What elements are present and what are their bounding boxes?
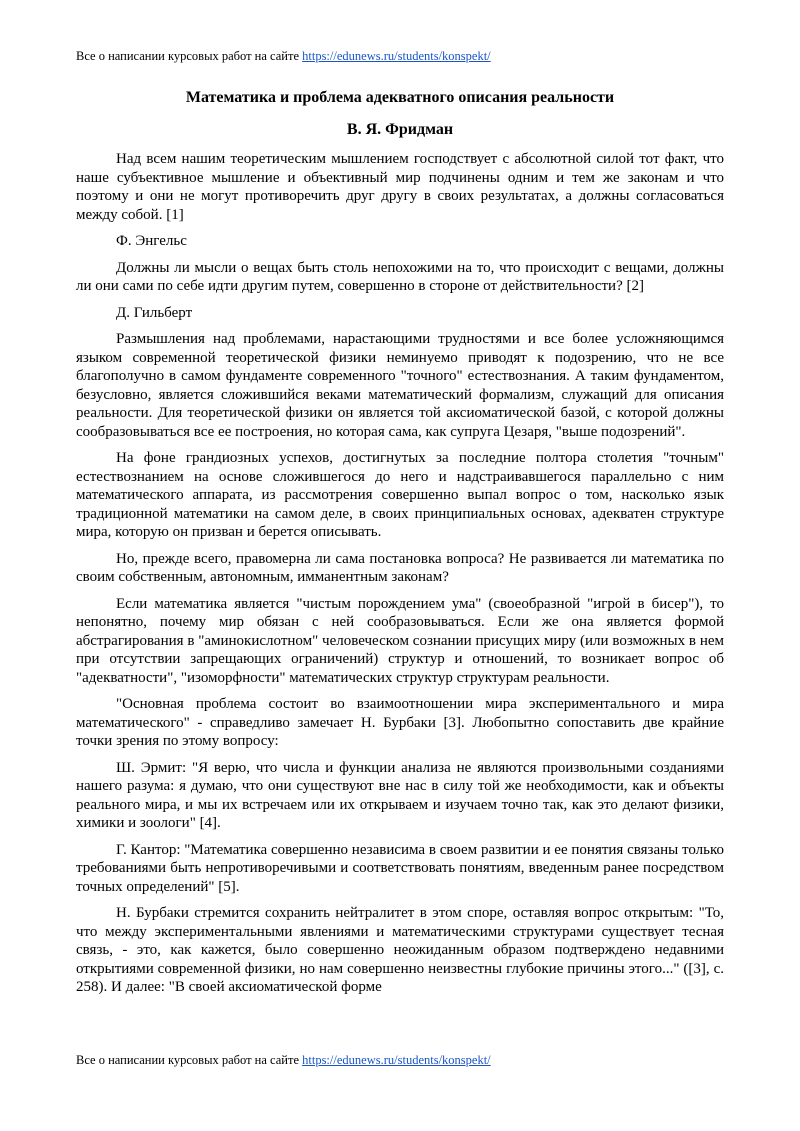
paragraph: "Основная проблема состоит во взаимоотношении мира экспериментального и мира математического" - справедливо замечает Н. Бурбаки [3]. Любопытно сопоставить две крайние точки зрения по этому вопросу: [76, 696, 724, 749]
header-text: Все о написании курсовых работ на сайте [76, 49, 303, 63]
header-link[interactable]: https://edunews.ru/students/konspekt/ [302, 49, 491, 63]
paragraph: Должны ли мысли о вещах быть столь непохожими на то, что происходит с вещами, должны ли они сами по себе идти другим путем, совершенно в стороне от действительности? [2] [76, 259, 724, 294]
quote-attribution: Д. Гильберт [116, 304, 193, 321]
footer-link[interactable]: https://edunews.ru/students/konspekt/ [302, 1053, 491, 1067]
document-title: Математика и проблема адекватного описания реальности [185, 89, 615, 106]
page-header [76, 48, 491, 64]
paragraph: Н. Бурбаки стремится сохранить нейтралитет в этом споре, оставляя вопрос открытым: "То, что между экспериментальными явлениями и математическими структурами существует тесная связь, - это, как кажется, было совершенно неожиданным образом подтверждено недавними открытиями современной физики, но нам совершенно неизвестны глубокие причины этого..." ([3], с. 258). И далее: "В своей аксиоматической форме [76, 905, 724, 995]
paragraph: На фоне грандиозных успехов, достигнутых за последние полтора столетия "точным" естествознанием на основе сложившегося до него и надстраивавшегося параллельно с ним математического аппарата, из рассмотрения совершенно выпал вопрос о том, насколько язык традиционной математики на самом деле, в своих принципиальных основах, адекватен структуре мира, которую он призван и берется описывать. [76, 450, 724, 540]
paragraph: Если математика является "чистым порождением ума" (своеобразной "игрой в бисер"), то непонятно, почему мир обязан с ней сообразовываться. Если же она является формой абстрагирования в "аминокислотном" человеческом сознании присущих миру (или возможных в нем при отсутствии запрещающих ограничений) структур и отношений, то возникает вопрос об "адекватности", "изоморфности" математических структур структурам реальности. [76, 595, 724, 686]
footer-text: Все о написании курсовых работ на сайте [76, 1053, 303, 1067]
paragraph: Над всем нашим теоретическим мышлением господствует с абсолютной силой тот факт, что наше субъективное мышление и объективный мир подчинены одним и тем же законам и что поэтому и они не могут противоречить друг другу в своих результатах, а должны согласоваться между собой. [1] [76, 151, 724, 223]
paragraph: Ш. Эрмит: "Я верю, что числа и функции анализа не являются произвольными созданиями нашего разума: я думаю, что они существуют вне нас в силу той же необходимости, как и объекты реального мира, и мы их встречаем или их открываем и изучаем точно так, как это делают физики, химики и зоологи" [4]. [76, 759, 724, 831]
page-footer [76, 1052, 491, 1068]
paragraph: Но, прежде всего, правомерна ли сама постановка вопроса? Не развивается ли математика по своим собственным, автономным, имманентным законам? [76, 550, 724, 585]
paragraph: Размышления над проблемами, нарастающими трудностями и все более усложняющимся языком современной теоретической физики неминуемо приводят к подозрению, что не все благополучно в самом фундаменте современного "точного" естествознания. А таким фундаментом, безусловно, является сложившийся веками математический формализм, служащий для описания реальности. Для теоретической физики он является той аксиоматической базой, с которой должны сообразовываться все ее построения, но которая сама, как супруга Цезаря, "выше подозрений". [76, 331, 724, 440]
document-author: В. Я. Фридман [346, 121, 454, 138]
paragraph: Г. Кантор: "Математика совершенно независима в своем развитии и ее понятия связаны только требованиями быть непротиворечивыми и соответствовать понятиям, введенным ранее посредством точных определений" [5]. [76, 841, 724, 895]
document-body [76, 86, 724, 1046]
quote-attribution: Ф. Энгельс [116, 233, 187, 249]
